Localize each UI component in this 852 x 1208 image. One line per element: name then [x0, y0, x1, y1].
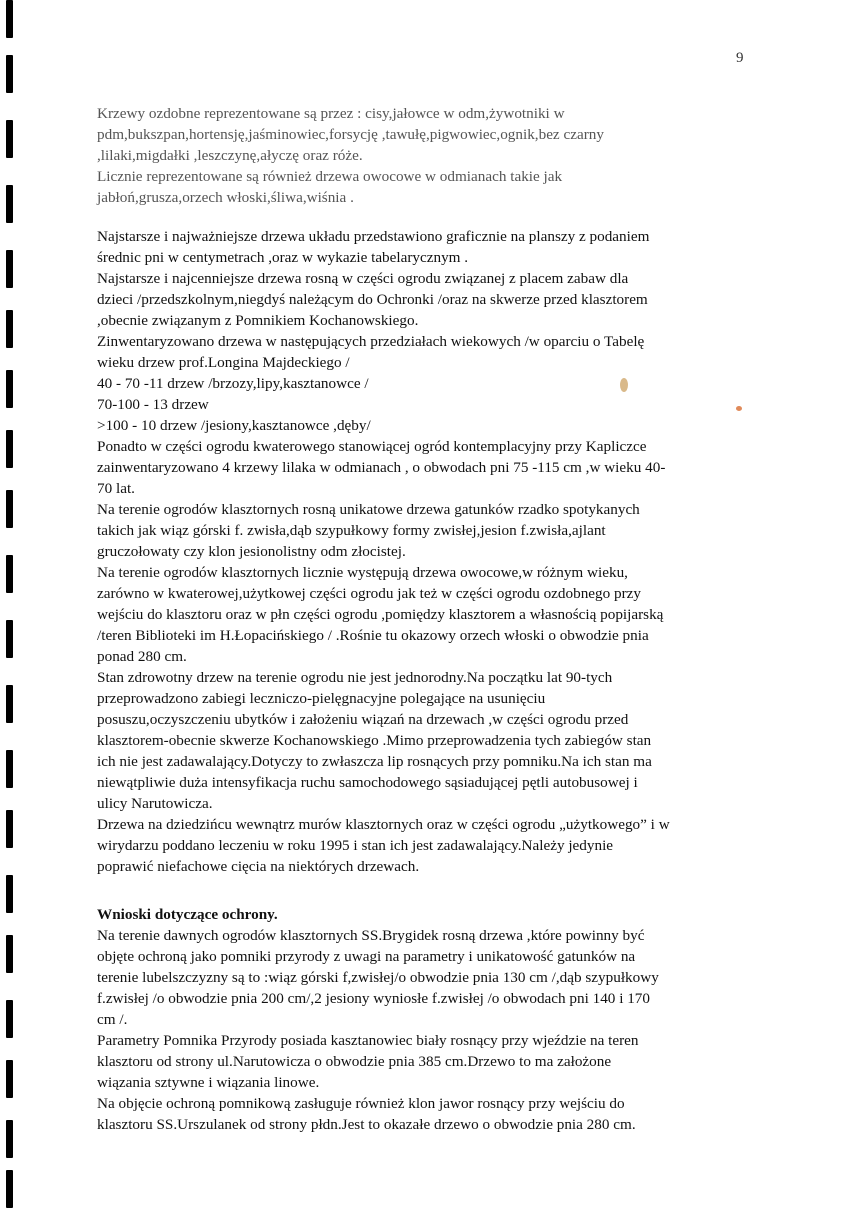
text-line: Na objęcie ochroną pomnikową zasługuje również klon jawor rosnący przy wejściu do — [97, 1095, 625, 1112]
text-line: Najstarsze i najcenniejsze drzewa rosną w części ogrodu związanej z placem zabaw dla — [97, 270, 629, 287]
text-line: ,lilaki,migdałki ,leszczynę,ałyczę oraz róże. — [97, 147, 363, 164]
binder-hole — [6, 1000, 13, 1038]
binder-hole — [6, 185, 13, 223]
text-line: Najstarsze i najważniejsze drzewa układu przedstawiono graficznie na planszy z podaniem — [97, 228, 650, 245]
text-line: takich jak wiąz górski f. zwisła,dąb szypułkowy formy zwisłej,jesion f.zwisła,ajlant — [97, 522, 606, 539]
text-line: ulicy Narutowicza. — [97, 795, 213, 812]
text-line: pdm,bukszpan,hortensję,jaśminowiec,forsycję ,tawułę,pigwowiec,ognik,bez czarny — [97, 126, 604, 143]
binder-hole — [6, 935, 13, 973]
text-line: klasztoru SS.Urszulanek od strony płdn.Jest to okazałe drzewo o obwodzie pnia 280 cm. — [97, 1116, 636, 1133]
text-line: dzieci /przedszkolnym,niegdyś należącym do Ochronki /oraz na skwerze przed klasztorem — [97, 291, 648, 308]
text-line: cm /. — [97, 1011, 128, 1028]
text-line: 70 lat. — [97, 480, 135, 497]
text-line: średnic pni w centymetrach ,oraz w wykazie tabelarycznym . — [97, 249, 469, 266]
text-line: jabłoń,grusza,orzech włoski,śliwa,wiśnia . — [97, 189, 354, 206]
text-line: 70-100 - 13 drzew — [97, 396, 209, 413]
paragraph-trees — [97, 226, 757, 877]
binder-holes — [0, 0, 18, 1198]
text-line: Drzewa na dziedzińcu wewnątrz murów klasztornych oraz w części ogrodu „użytkowego” i w — [97, 816, 670, 833]
text-line: klasztoru od strony ul.Narutowicza o obwodzie pnia 385 cm.Drzewo to ma założone — [97, 1053, 612, 1070]
binder-hole — [6, 0, 13, 38]
binder-hole — [6, 555, 13, 593]
text-line: wieku drzew prof.Longina Majdeckiego / — [97, 354, 350, 371]
text-line: Licznie reprezentowane są również drzewa owocowe w odmianach takie jak — [97, 168, 563, 185]
text-line: 40 - 70 -11 drzew /brzozy,lipy,kasztanowce / — [97, 375, 369, 392]
text-line: Na terenie ogrodów klasztornych licznie występują drzewa owocowe,w różnym wieku, — [97, 564, 628, 581]
text-line: Na terenie ogrodów klasztornych rosną unikatowe drzewa gatunków rzadko spotykanych — [97, 501, 640, 518]
text-line: wirydarzu poddano leczeniu w roku 1995 i stan ich jest zadawalający.Należy jedynie — [97, 837, 614, 854]
binder-hole — [6, 370, 13, 408]
binder-hole — [6, 120, 13, 158]
text-line: Krzewy ozdobne reprezentowane są przez : cisy,jałowce w odm,żywotniki w — [97, 105, 565, 122]
page-number: 9 — [736, 50, 744, 66]
text-line: /teren Biblioteki im H.Łopacińskiego / .Rośnie tu okazowy orzech włoski o obwodzie pnia — [97, 627, 649, 644]
text-line: poprawić niefachowe cięcia na niektórych drzewach. — [97, 858, 420, 875]
text-line: Parametry Pomnika Przyrody posiada kasztanowiec biały rosnący przy wjeździe na teren — [97, 1032, 639, 1049]
binder-hole — [6, 620, 13, 658]
text-line: ponad 280 cm. — [97, 648, 187, 665]
text-line: wiązania sztywne i wiązania linowe. — [97, 1074, 320, 1091]
text-line: f.zwisłej /o obwodzie pnia 200 cm/,2 jesiony wyniosłe f.zwisłej /o obwodach pni 140 i 170 — [97, 990, 650, 1007]
text-line: zarówno w kwaterowej,użytkowej części ogrodu jak też w części ogrodu ozdobnego przy — [97, 585, 642, 602]
text-line: Ponadto w części ogrodu kwaterowego stanowiącej ogród kontemplacyjny przy Kapliczce — [97, 438, 647, 455]
text-line: Stan zdrowotny drzew na terenie ogrodu nie jest jednorodny.Na początku lat 90-tych — [97, 669, 613, 686]
text-line: gruczołowaty czy klon jesionolistny odm złocistej. — [97, 543, 406, 560]
text-line: niewątpliwie duża intensyfikacja ruchu samochodowego sąsiadującej pętli autobusowej i — [97, 774, 638, 791]
text-line: posuszu,oczyszczeniu ubytków i założeniu wiązań na drzewach ,w części ogrodu przed — [97, 711, 629, 728]
binder-hole — [6, 750, 13, 788]
paragraph-protection — [97, 925, 757, 1135]
binder-hole — [6, 430, 13, 468]
binder-hole — [6, 310, 13, 348]
text-line: ,obecnie związanym z Pomnikiem Kochanowskiego. — [97, 312, 419, 329]
binder-hole — [6, 490, 13, 528]
binder-hole — [6, 1060, 13, 1098]
text-line: Zinwentaryzowano drzewa w następujących przedziałach wiekowych /w oparciu o Tabelę — [97, 333, 645, 350]
document-body — [97, 103, 757, 1135]
text-line: Na terenie dawnych ogrodów klasztornych SS.Brygidek rosną drzewa ,które powinny być — [97, 927, 645, 944]
section-heading: Wnioski dotyczące ochrony. — [97, 906, 278, 923]
paragraph-shrubs — [97, 103, 757, 208]
text-line: wejściu do klasztoru oraz w płn części ogrodu ,pomiędzy klasztorem a własnością popijarską — [97, 606, 664, 623]
binder-hole — [6, 875, 13, 913]
binder-hole — [6, 250, 13, 288]
text-line: objęte ochroną jako pomniki przyrody z uwagi na parametry i unikatowość gatunków na — [97, 948, 636, 965]
binder-hole — [6, 685, 13, 723]
text-line: terenie lubelszczyzny są to :wiąz górski f,zwisłej/o obwodzie pnia 130 cm /,dąb szypułkowy — [97, 969, 659, 986]
text-line: klasztorem-obecnie skwerze Kochanowskiego .Mimo przeprowadzenia tych zabiegów stan — [97, 732, 652, 749]
binder-hole — [6, 810, 13, 848]
binder-hole — [6, 55, 13, 93]
text-line: zainwentaryzowano 4 krzewy lilaka w odmianach , o obwodach pni 75 -115 cm ,w wieku 40- — [97, 459, 666, 476]
text-line: przeprowadzono zabiegi leczniczo-pielęgnacyjne polegające na usunięciu — [97, 690, 546, 707]
text-line: >100 - 10 drzew /jesiony,kasztanowce ,dęby/ — [97, 417, 371, 434]
binder-hole — [6, 1120, 13, 1158]
text-line: ich nie jest zadawalający.Dotyczy to zwłaszcza lip rosnących przy pomniku.Na ich stan ma — [97, 753, 652, 770]
binder-hole — [6, 1170, 13, 1208]
